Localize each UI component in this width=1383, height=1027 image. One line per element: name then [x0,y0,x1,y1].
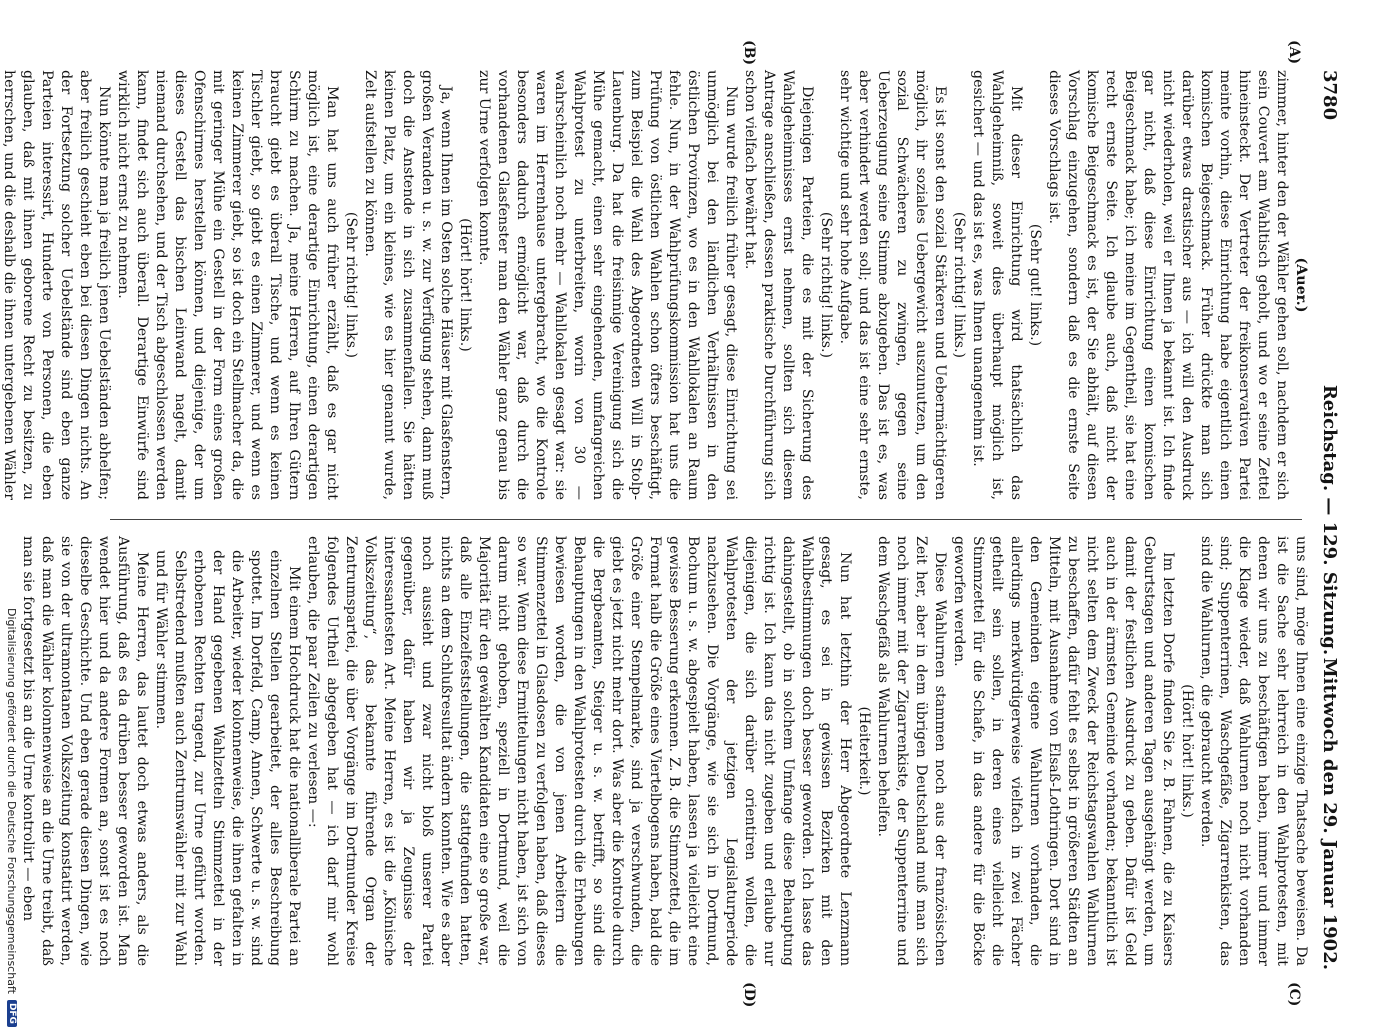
left-column [1,70,1310,500]
interjection: (Sehr richtig! links.) [343,211,359,359]
session-date: Mittwoch den 29. Januar 1902. [1319,657,1340,970]
dfg-logo: DFG [7,1000,17,1027]
page-title: Reichstag. — 129. Sitzung. [1319,384,1340,656]
right-column [20,536,1310,966]
paragraph: Es ist sonst den sozial Stärkeren und Uebermächtigeren möglich, ihr soziales Uebergewicht auszunutzen, um den sozial Schwächeren zu zwingen, gegen seine Ueberzeugung seine Stimme abzugeben. Das ist es, was aber verhindert werden soll; und das ist eine sehr ernste, sehr wichtige und sehr hohe Aufgabe. [837,70,948,500]
paragraph: Nun könnte man ja freilich jenen Uebelständen abhelfen; aber freilich geschieht eben bei diesen Dingen nichts. An der Fortsetzung solcher Uebelstände sind eben ganze Parteien interessirt, Hunderte von Personen, die eben glauben, daß mit ihnen geborene Recht zu besitzen, zu herrschen, und die deshalb die ihnen untergebenen Wähler [1,70,112,500]
margin-marker-a: (A) [1286,40,1302,65]
paragraph: uns sind, möge Ihnen eine einzige Thatsache beweisen. Da ist die Sache sehr lehrreich in den Wahlprotesten, mit denen wir uns zu beschäftigen haben, immer und immer die Klage wieder, daß Wahlurnen noch nicht vorhanden sind; Suppenterrinen, Waschgefäße, Zigarrenkisten, das sind die Wahlurnen, die gebraucht werden. [1198,536,1309,966]
interjection: (Hört! hört! links.) [457,218,473,352]
interjection: (Heiterkeit.) [856,706,872,796]
margin-marker-b: (B) [741,40,757,66]
interjection: (Sehr gut! links.) [1027,223,1043,347]
credit-text: Digitalisierung gefördert durch die Deutsche Forschungsgemeinschaft [5,608,19,994]
interjection: (Hört! hört! links.) [1179,684,1195,818]
paragraph: Diese Wahlurnen stammen noch aus der französischen Zeit her, aber in dem übrigen Deutschland muß man sich noch immer mit der Zigarrenkiste, der Suppenterrine und dem Waschgefäß als Wahlurnen behelfen. [875,536,948,966]
page-header [1314,70,1340,970]
speaker-name: (Auer.) [1293,257,1309,313]
interjection: (Sehr richtig! links.) [951,211,967,359]
paragraph: Mit dieser Einrichtung wird thatsächlich das Wahlgeheimniß, soweit dies überhaupt möglich ist, gesichert — und das ist es, was Ihnen unangenehm ist. [970,70,1024,500]
paragraph: Nun hat letzthin der Herr Abgeordnete Lenzmann gesagt, es sei in gewissen Bezirken mit den Wahlbestimmungen doch besser geworden. Ich lasse das dahingestellt, ob in solchem Umfange diese Behauptung richtig ist. Ich kann das nicht zugeben und erlaube nur diejenigen, die sich darüber orientiren wollen, die Wahlprotesten der jetzigen Legislaturperiode nachzusehen. Die Vorgänge, wie sie sich in Dortmund, Bochum u. s. w. abgespielt haben, lassen ja vielleicht eine gewisse Besserung erkennen. Z. B. die Stimmzettel, die im Format halb die Größe eines Viertelbogens haben, bald die Größe einer Stempelmarke, sind ja verschwunden, die giebt es jetzt nicht mehr dort. Was aber die Kontrole durch die Bergbeamten, Steiger u. s. w. betrifft, so sind die Behauptungen in den Wahlprotesten durch die Erhebungen bewiesen worden, die von jenen Arbeitern die Stimmenzettel in Glasdosen zu verfolgen haben, daß dieses so war. Wenn diese Ermittelungen nicht haben, ist sich von darum nicht gehoben, speziell in Dortmund, weil die Majorität für den gewählten Kandidaten eine so große war, daß alle Einzelfeststellungen, die stattgefunden hatten, nichts an dem Schlußresultat ändern konnten. Wie es aber noch aussieht und zwar nicht bloß unserer Partei gegenüber, dafür haben wir ja Zeugnisse der interessantesten Art. Meine Herren, es ist die „Kölnische Volkszeitung“, das bekannte führende Organ der Zentrumspartei, die über Vorgänge im Dortmunder Kreise folgendes Urtheil abgegeben hat — ich darf mir wohl erlauben, die paar Zeilen zu verlesen —: [305,536,853,966]
paragraph: Meine Herren, das lautet doch etwas anders, als die Ausführung, daß es da drüben besser geworden ist. Man wendet hier und da andere Formen an, sonst ist es noch dieselbe Geschichte. Und eben gerade diesen Dingen, wie sie von der ultramontanen Volkszeitung konstatirt werden, daß man die Wähler kolonnenweise an die Urne treibt, daß man sie fortgesetzt bis an die Urne kontrolirt — eben [20,536,150,966]
digitization-credit [4,608,20,1024]
paragraph: zimmer, hinter den der Wähler gehen soll, nachdem er sich sein Couvert am Wahltisch geholt, und wo er seine Zettel hineinsteckt. Der Vertreter der freikonservativen Partei meinte vorhin, diese Einrichtung habe eigentlich einen komischen Beigeschmack. Früher drückte man sich darüber etwas drastischer aus — ich will den Ausdruck nicht wiederholen, weil er Ihnen ja bekannt ist. Ich finde gar nicht, daß diese Einrichtung einen komischen Beigeschmack habe; ich meine im Gegentheil, sie hat eine recht ernste Seite. Ich glaube auch, daß nicht der komische Beigeschmack es ist, der Sie abhält, auf diesen Vorschlag einzugehen, sondern daß es die ernste Seite dieses Vorschlags ist. [1046,70,1290,500]
paragraph: Im letzten Dorfe finden Sie z. B. Fahnen, die zu Kaisers Geburtstagen und anderen Tagen ausgehängt werden, um damit der festlichen Ausdruck zu geben. Dafür ist Geld auch in der ärmsten Gemeinde vorhanden; bekanntlich ist nicht selten dem Zweck der Reichstagswahlen Wahlurnen zu beschaffen, dafür fehlt es selbst in größeren Städten an Mitteln, mit Ausnahme von Elsaß-Lothringen. Dort sind in den Gemeinden eigene Wahlurnen vorhanden, die allerdings merkwürdigerweise vielfach in zwei Fächer getheilt sein sollen, in deren eines vielleicht die Stimmzettel für die Schafe, in das andere für die Böcke geworfen werden. [951,536,1176,966]
page-number: 3780 [1319,70,1340,121]
paragraph: Diejenigen Parteien, die es mit der Sicherung des Wahlgeheimnisses ernst nehmen, sollten sich diesem Antrage anschließen, dessen praktische Durchführung sich schon vielfach bewährt hat. [742,70,815,500]
paragraph: Man hat uns auch früher erzählt, daß es gar nicht möglich ist, eine derartige Einrichtung, einen derartigen Schirm zu machen. Ja, meine Herren, auf Ihren Gütern braucht giebt es überall Tische, und wenn es keinen Tischler giebt, so giebt es einen Zimmerer, und wenn es keinen Zimmerer giebt, so ist doch ein Stellmacher da, die mit geringer Mühe ein Gestell in der Form eines großen Ofenschirmes herstellen können, und diejenige, der um dieses Gestell das bischen Leinwand nagelt, damit niemand durchsehen, und der Tisch abgeschlossen werden kann, findet sich auch überall. Derartige Einwürfe sind wirklich nicht ernst zu nehmen. [115,70,340,500]
quotation: Mit einem Hochdruck hat die nationalliberale Partei an einzelnen Stellen gearbeitet, der alles Beschreibung spottet. Im Dorfeld, Camp, Annen, Schwerte u. s. w. sind die Arbeiter, wieder kolonnenweise, die ihnen gefalten in der Hand gegebenen Wahlzetteln Stimmzettel in der erhobenen Rechten tragend, zur Urne geführt worden. Selbstredend mußten auch Zentrumswähler mit zur Wahl und für Wähler stimmen. [153,550,302,966]
paragraph: Ja, wenn Ihnen im Osten solche Häuser mit Glasfenstern, großen Veranden u. s. w. zur Verfügung stehen, dann muß doch die Anstende in sich zusammenfallen. Sie hätten keinen Platz, um ein kleines, wie es hier genannt wurde, Zelt aufstellen zu können. [362,70,454,500]
paragraph: Nun wurde freilich früher gesagt, diese Einrichtung sei unmöglich bei den ländlichen Verhältnissen in den östlichen Provinzen, wo es in den Wahllokalen an Raum fehle. Nun, in der Wahlprüfungskommission hat uns die Prüfung von östlichen Wahlen schon öfters beschäftigt, zum Beispiel die Wahl des Abgeordneten Will in Stolp-Lauenburg. Da hat die freisinnige Vereinigung sich die Mühe gemacht, einen sehr eingehenden, umfangreichen Wahlprotest zu unterbreiten, worin von 30 — wahrscheinlich noch mehr — Wahllokalen gesagt war: sie waren im Herrenhause untergebracht, wo die Kontrole besonders dadurch ermöglicht war, daß durch die vorhandenen Glasfenster man den Wähler ganz genau bis zur Urne verfolgen konnte. [476,70,739,500]
column-divider [110,519,1302,520]
margin-marker-d: (D) [741,982,757,1008]
interjection: (Sehr richtig! links.) [818,211,834,359]
margin-marker-c: (C) [1286,982,1302,1007]
